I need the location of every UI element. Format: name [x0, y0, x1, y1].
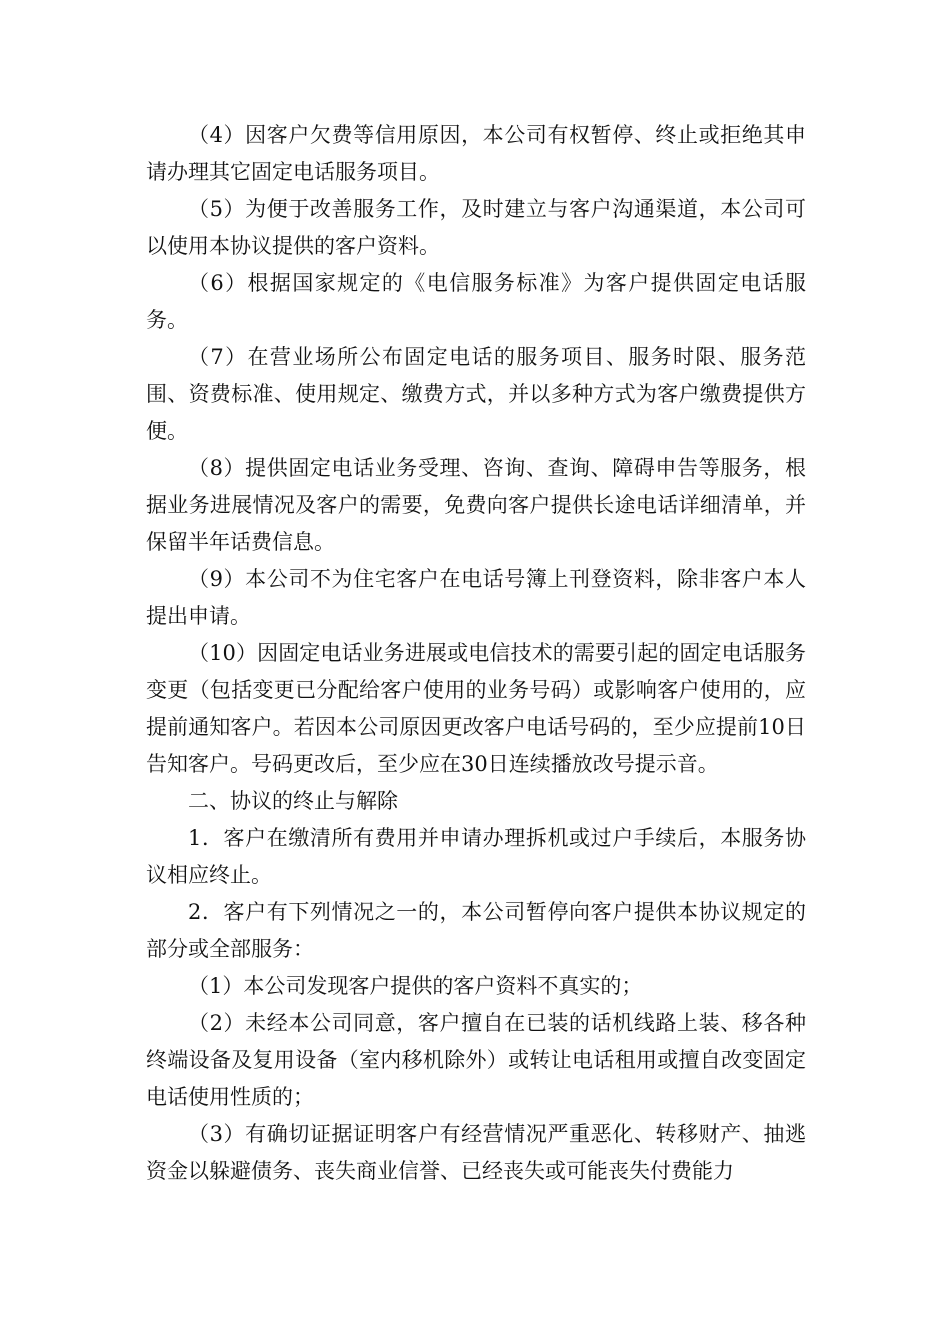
clause-5: （5）为便于改善服务工作，及时建立与客户沟通渠道，本公司可以使用本协议提供的客户资料。 [146, 197, 806, 258]
sub-clause-1: （1）本公司发现客户提供的客户资料不真实的； [188, 974, 643, 998]
clause-7: （7）在营业场所公布固定电话的服务项目、服务时限、服务范围、资费标准、使用规定、缴费方式，并以多种方式为客户缴费提供方便。 [146, 345, 806, 443]
clause-9: （9）本公司不为住宅客户在电话号簿上刊登资料，除非客户本人提出申请。 [146, 567, 806, 628]
clause-4: （4）因客户欠费等信用原因，本公司有权暂停、终止或拒绝其申请办理其它固定电话服务项目。 [146, 123, 806, 184]
clause-10: （10）因固定电话业务进展或电信技术的需要引起的固定电话服务变更（包括变更已分配给客户使用的业务号码）或影响客户使用的，应提前通知客户。若因本公司原因更改客户电话号码的，至少应提前10日告知客户。号码更改后，至少应在30日连续播放改号提示音。 [146, 641, 806, 776]
item-1: 1．客户在缴清所有费用并申请办理拆机或过户手续后，本服务协议相应终止。 [146, 826, 806, 887]
section-heading: 二、协议的终止与解除 [188, 789, 398, 813]
document-page [146, 117, 806, 1190]
sub-clause-3: （3）有确切证据证明客户有经营情况严重恶化、转移财产、抽逃资金以躲避债务、丧失商业信誉、已经丧失或可能丧失付费能力 [146, 1122, 806, 1183]
clause-6: （6）根据国家规定的《电信服务标准》为客户提供固定电话服务。 [146, 271, 806, 332]
clause-8: （8）提供固定电话业务受理、咨询、查询、障碍申告等服务，根据业务进展情况及客户的需要，免费向客户提供长途电话详细清单，并保留半年话费信息。 [146, 456, 806, 554]
item-2: 2．客户有下列情况之一的，本公司暂停向客户提供本协议规定的部分或全部服务： [146, 900, 806, 961]
sub-clause-2: （2）未经本公司同意，客户擅自在已装的话机线路上装、移各种终端设备及复用设备（室内移机除外）或转让电话租用或擅自改变固定电话使用性质的； [146, 1011, 806, 1109]
